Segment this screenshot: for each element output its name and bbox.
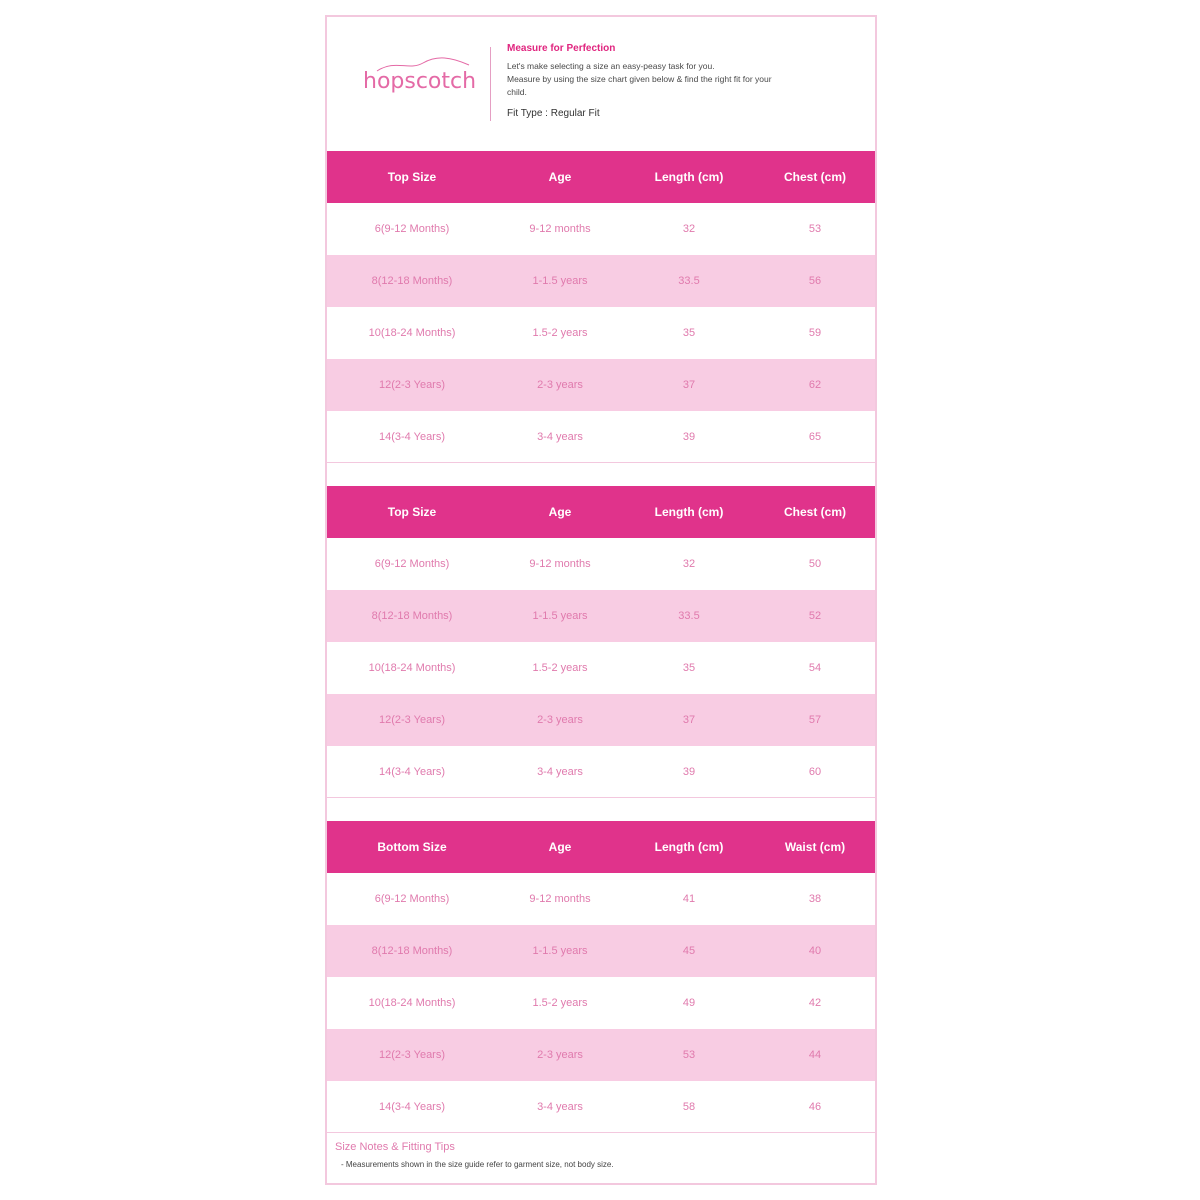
table-cell: 49 bbox=[682, 997, 696, 1009]
intro-line: child. bbox=[507, 87, 527, 97]
table-cell: 39 bbox=[682, 766, 696, 778]
table-row bbox=[327, 203, 875, 255]
table-cell: 12(2-3 Years) bbox=[378, 1049, 446, 1061]
table-cell: 37 bbox=[682, 714, 696, 726]
table-header-row bbox=[327, 151, 875, 203]
top-size-table-2 bbox=[327, 486, 875, 798]
table-cell: 46 bbox=[808, 1101, 822, 1113]
table-cell: 62 bbox=[808, 379, 822, 391]
table-cell: 58 bbox=[682, 1101, 696, 1113]
table-cell: 53 bbox=[808, 223, 822, 235]
table-cell: 1.5-2 years bbox=[532, 327, 588, 339]
notes-item: - Measurements shown in the size guide refer to garment size, not body size. bbox=[341, 1160, 614, 1169]
table-cell: 35 bbox=[682, 327, 696, 339]
intro-block bbox=[507, 43, 857, 119]
table-cell: 1.5-2 years bbox=[532, 662, 588, 674]
section-divider bbox=[327, 797, 875, 798]
brand-logo: hopscotch bbox=[363, 69, 477, 94]
top-size-table-1 bbox=[327, 151, 875, 463]
table-cell: 37 bbox=[682, 379, 696, 391]
table-cell: 3-4 years bbox=[537, 1101, 583, 1113]
header-cell: Waist (cm) bbox=[784, 840, 846, 854]
table-cell: 39 bbox=[682, 431, 696, 443]
header-divider bbox=[490, 47, 491, 121]
table-cell: 10(18-24 Months) bbox=[368, 997, 456, 1009]
size-notes bbox=[335, 1141, 865, 1169]
table-header-row bbox=[327, 486, 875, 538]
table-cell: 32 bbox=[682, 223, 696, 235]
table-cell: 54 bbox=[808, 662, 822, 674]
header-cell: Age bbox=[548, 840, 572, 854]
table-cell: 42 bbox=[808, 997, 822, 1009]
table-cell: 9-12 months bbox=[529, 558, 591, 570]
table-cell: 9-12 months bbox=[529, 893, 591, 905]
table-cell: 44 bbox=[808, 1049, 822, 1061]
table-cell: 14(3-4 Years) bbox=[378, 431, 446, 443]
intro-line: Measure by using the size chart given below & find the right fit for your bbox=[507, 74, 772, 84]
table-cell: 56 bbox=[808, 275, 822, 287]
section-divider bbox=[327, 462, 875, 463]
table-cell: 12(2-3 Years) bbox=[378, 714, 446, 726]
header-cell: Bottom Size bbox=[377, 840, 447, 854]
table-cell: 10(18-24 Months) bbox=[368, 662, 456, 674]
table-row bbox=[327, 977, 875, 1029]
table-cell: 2-3 years bbox=[537, 379, 583, 391]
table-cell: 60 bbox=[808, 766, 822, 778]
table-cell: 40 bbox=[808, 945, 822, 957]
notes-title: Size Notes & Fitting Tips bbox=[335, 1141, 455, 1153]
table-cell: 3-4 years bbox=[537, 431, 583, 443]
table-cell: 14(3-4 Years) bbox=[378, 1101, 446, 1113]
header-cell: Top Size bbox=[387, 170, 437, 184]
header-cell: Age bbox=[548, 170, 572, 184]
table-row bbox=[327, 590, 875, 642]
table-row bbox=[327, 694, 875, 746]
table-row bbox=[327, 1081, 875, 1133]
table-cell: 6(9-12 Months) bbox=[374, 558, 450, 570]
table-cell: 45 bbox=[682, 945, 696, 957]
header-cell: Length (cm) bbox=[654, 170, 724, 184]
table-cell: 9-12 months bbox=[529, 223, 591, 235]
table-cell: 33.5 bbox=[678, 610, 700, 622]
table-cell: 6(9-12 Months) bbox=[374, 893, 450, 905]
table-cell: 41 bbox=[682, 893, 696, 905]
table-cell: 12(2-3 Years) bbox=[378, 379, 446, 391]
table-cell: 14(3-4 Years) bbox=[378, 766, 446, 778]
header-cell: Chest (cm) bbox=[783, 170, 846, 184]
intro-line: Let's make selecting a size an easy-peasy task for you. bbox=[507, 61, 715, 71]
table-row bbox=[327, 925, 875, 977]
table-row bbox=[327, 359, 875, 411]
table-cell: 32 bbox=[682, 558, 696, 570]
header-cell: Age bbox=[548, 505, 572, 519]
table-row bbox=[327, 411, 875, 463]
table-row bbox=[327, 746, 875, 798]
header-cell: Chest (cm) bbox=[783, 505, 846, 519]
table-cell: 3-4 years bbox=[537, 766, 583, 778]
table-cell: 8(12-18 Months) bbox=[371, 945, 453, 957]
table-cell: 38 bbox=[808, 893, 822, 905]
header-cell: Length (cm) bbox=[654, 505, 724, 519]
table-row bbox=[327, 873, 875, 925]
table-cell: 65 bbox=[808, 431, 822, 443]
header-cell: Length (cm) bbox=[654, 840, 724, 854]
table-row bbox=[327, 307, 875, 359]
section-divider bbox=[327, 1132, 875, 1133]
table-cell: 57 bbox=[808, 714, 822, 726]
bottom-size-table bbox=[327, 821, 875, 1133]
size-chart-card bbox=[325, 15, 877, 1185]
table-cell: 2-3 years bbox=[537, 714, 583, 726]
table-cell: 8(12-18 Months) bbox=[371, 610, 453, 622]
table-cell: 1-1.5 years bbox=[532, 945, 588, 957]
table-cell: 1-1.5 years bbox=[532, 610, 588, 622]
table-row bbox=[327, 538, 875, 590]
table-header-row bbox=[327, 821, 875, 873]
table-cell: 2-3 years bbox=[537, 1049, 583, 1061]
header-cell: Top Size bbox=[387, 505, 437, 519]
table-cell: 50 bbox=[808, 558, 822, 570]
table-cell: 53 bbox=[682, 1049, 696, 1061]
table-cell: 59 bbox=[808, 327, 822, 339]
table-cell: 8(12-18 Months) bbox=[371, 275, 453, 287]
table-row bbox=[327, 255, 875, 307]
fit-type: Fit Type : Regular Fit bbox=[507, 108, 600, 119]
table-row bbox=[327, 642, 875, 694]
size-chart-header bbox=[327, 17, 875, 151]
table-cell: 1-1.5 years bbox=[532, 275, 588, 287]
table-cell: 52 bbox=[808, 610, 822, 622]
table-cell: 10(18-24 Months) bbox=[368, 327, 456, 339]
table-cell: 35 bbox=[682, 662, 696, 674]
table-cell: 1.5-2 years bbox=[532, 997, 588, 1009]
table-row bbox=[327, 1029, 875, 1081]
table-cell: 33.5 bbox=[678, 275, 700, 287]
intro-title: Measure for Perfection bbox=[507, 43, 616, 54]
table-cell: 6(9-12 Months) bbox=[374, 223, 450, 235]
